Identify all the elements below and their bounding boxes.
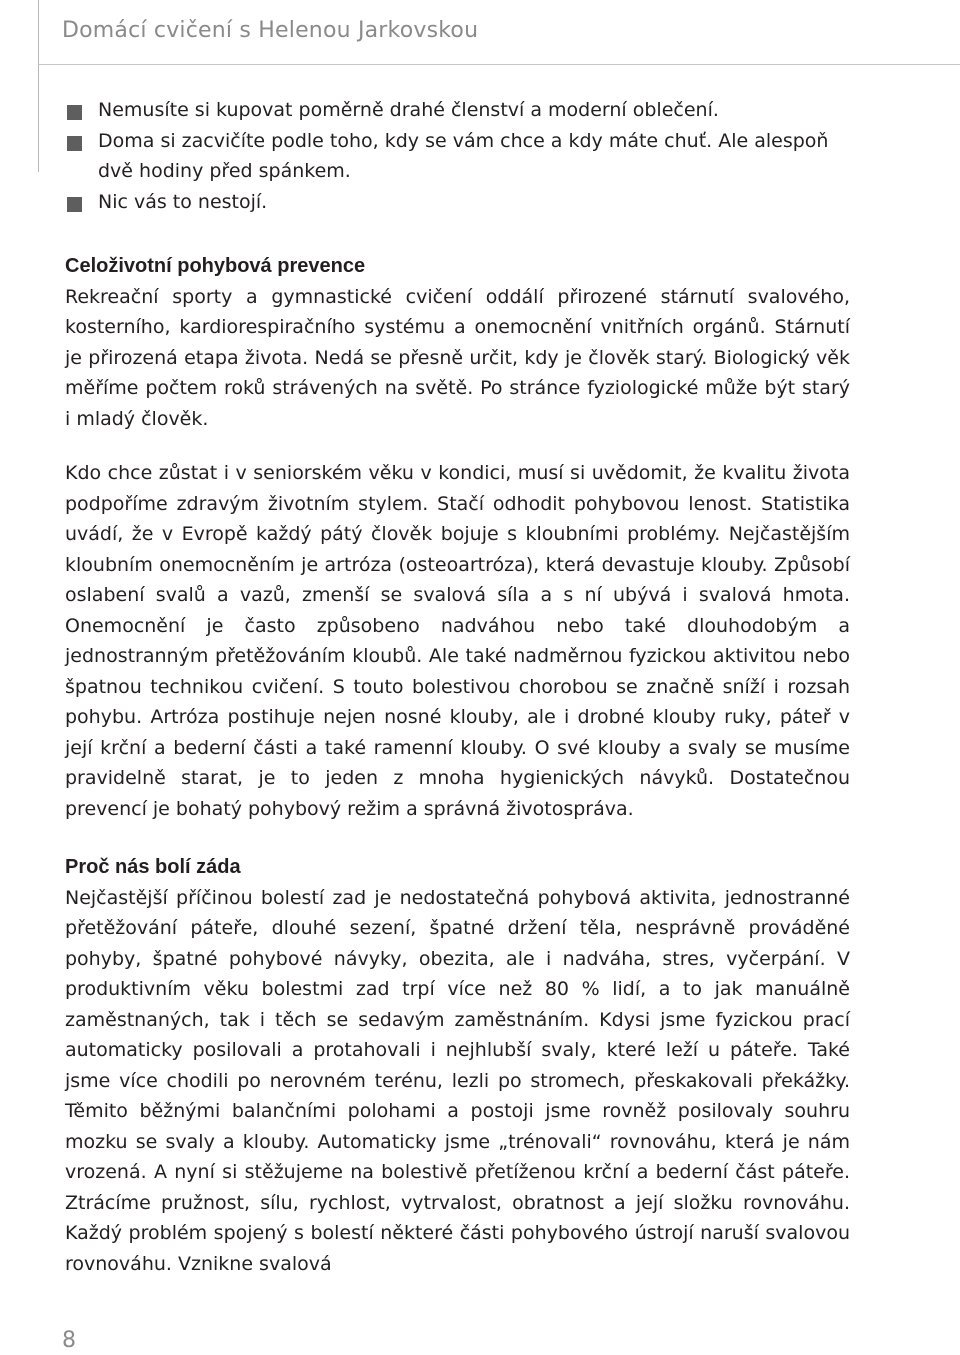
square-bullet-icon bbox=[67, 105, 82, 120]
bullet-item bbox=[65, 187, 850, 218]
bullet-text: Nemusíte si kupovat poměrně drahé členství a moderní oblečení. bbox=[98, 99, 719, 121]
running-header: Domácí cvičení s Helenou Jarkovskou bbox=[62, 18, 479, 43]
bullet-text: Nic vás to nestojí. bbox=[98, 190, 268, 213]
square-bullet-icon bbox=[67, 136, 82, 151]
header-horizontal-rule bbox=[38, 64, 960, 65]
section-paragraph: Nejčastější příčinou bolestí zad je nedostatečná pohybová aktivita, jednostranné přetěžování páteře, dlouhé sezení, špatné držení těla, nesprávně prováděné pohyby, špatné pohybové návyky, obezita, ale i nadváha, stres, vyčerpání. V produktivním věku bolestmi zad trpí více než 80 % lidí, a to jak manuálně zaměstnaných, tak i těch se sedavým zaměstnáním. Kdysi jsme fyzickou prací automaticky posilovali a protahovali i nejhlubší svaly, které leží u páteře. Také jsme více chodili po nerovném terénu, lezli po stromech, přeskakovali překážky. Těmito běžnými balančními polohami a postoji jsme rovněž posilovaly souhru mozku se svaly a klouby. Automaticky jsme „trénovali“ rovnováhu, která je nám vrozená. A nyní si stěžujeme na bolestivě přetíženou krční a bederní část páteře. Ztrácíme pružnost, sílu, rychlost, vytrvalost, obratnost a její složku rovnováhu. Každý problém spojený s bolestí některé části pohybového ústrojí naruší svalovou rovnováhu. Vznikne svalová bbox=[65, 886, 850, 1275]
bullet-item bbox=[65, 95, 850, 126]
page-content bbox=[65, 95, 850, 1279]
bullet-text: Doma si zacvičíte podle toho, kdy se vám chce a kdy máte chuť. Ale alespoň dvě hodiny před spánkem. bbox=[98, 129, 829, 182]
section-paragraph: Kdo chce zůstat i v seniorském věku v kondici, musí si uvědomit, že kvalitu života podpoříme zdravým životním stylem. Stačí odhodit pohybovou lenost. Statistika uvádí, že v Evropě každý pátý člověk bojuje s kloubními problémy. Nejčastějším kloubním onemocněním je artróza (osteoartróza), která devastuje klouby. Způsobí oslabení svalů a vazů, zmenší se svalová síla a s ní ubývá i svalová hmota. Onemocnění je často způsobeno nadváhou nebo také dlouhodobým a jednostranným přetěžováním kloubů. Ale také nadměrnou fyzickou aktivitou nebo špatnou technikou cvičení. S touto bolestivou chorobou se značně sníží i rozsah pohybu. Artróza postihuje nejen nosné klouby, ale i drobné klouby ruky, páteř v její krční a bederní části a také ramenní klouby. O své klouby a svaly se musíme pravidelně starat, je to jeden z mnoha hygienických návyků. Dostatečnou prevencí je bohatý pohybový režim a správná životospráva. bbox=[65, 462, 850, 820]
page-number: 8 bbox=[62, 1328, 76, 1353]
square-bullet-icon bbox=[67, 197, 82, 212]
header-vertical-rule bbox=[38, 0, 39, 172]
bullet-item bbox=[65, 126, 850, 187]
bullet-list bbox=[65, 95, 850, 217]
section-heading-prevence: Celoživotní pohybová prevence bbox=[65, 255, 366, 277]
section-heading-zada: Proč nás bolí záda bbox=[65, 856, 241, 878]
section-paragraph: Rekreační sporty a gymnastické cvičení oddálí přirozené stárnutí svalového, kosterního, kardiorespiračního systému a onemocnění vnitřních orgánů. Stárnutí je přirozená etapa života. Nedá se přesně určit, kdy je člověk starý. Biologický věk měříme počtem roků strávených na světě. Po stránce fyziologické může být starý i mladý člověk. bbox=[65, 285, 850, 430]
